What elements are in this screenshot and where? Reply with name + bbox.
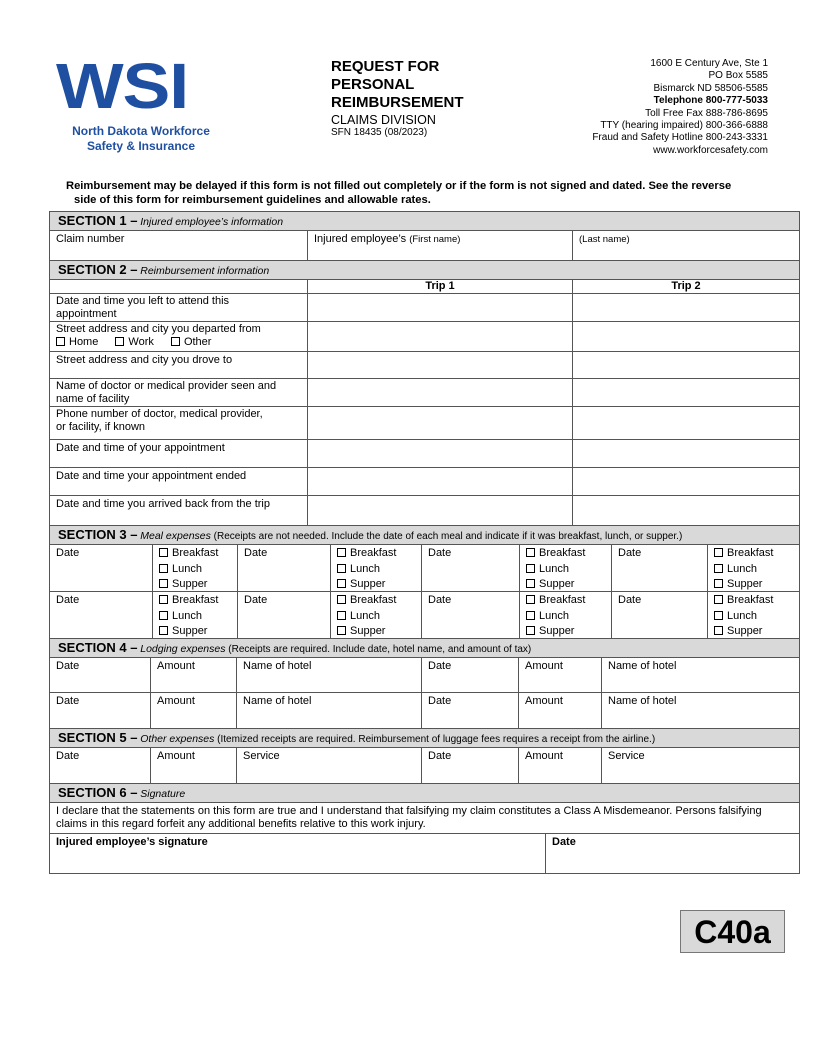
intro-line2: side of this form for reimbursement guidelines and allowable rates. [74,194,431,206]
breakfast-checkbox[interactable] [337,548,346,557]
section6-label: SECTION 6 – [58,785,138,800]
arrived-label: Date and time you arrived back from the trip [50,496,308,525]
appt-label: Date and time of your appointment [50,440,308,467]
supper-checkbox[interactable] [337,626,346,635]
breakfast-label: Breakfast [350,547,397,559]
claim-number-field[interactable] [50,231,308,260]
first-name-hint: (First name) [409,234,461,245]
trip2-phone[interactable] [573,407,799,439]
breakfast-label: Breakfast [350,594,397,606]
lodging-hotel[interactable] [237,693,422,728]
supper-label: Supper [350,578,386,590]
lunch-label: Lunch [172,562,202,575]
form-code-badge: C40a [680,910,785,953]
lunch-checkbox[interactable] [526,564,535,573]
signature-label: Injured employee’s signature [56,836,208,848]
signature-date-label: Date [552,836,576,848]
meal-date-label: Date [428,594,452,606]
other-service-label: Service [243,750,280,762]
meal-options [331,592,422,638]
lunch-label: Lunch [539,562,569,575]
breakfast-label: Breakfast [727,547,774,559]
section6-desc: Signature [140,788,186,800]
lodging-hotel[interactable] [602,693,799,728]
left-time-row [50,294,799,322]
section3-desc: Meal expenses [140,530,211,542]
left-time-line2: appointment [56,308,117,320]
breakfast-label: Breakfast [172,547,219,559]
trip1-drove-to[interactable] [308,352,573,378]
meal-options [520,592,612,638]
telephone: Telephone 800-777-5033 [653,95,768,107]
phone-label [50,407,308,439]
meal-date[interactable] [422,592,520,638]
meal-date-label: Date [618,594,642,606]
phone-line1: Phone number of doctor, medical provider, [56,408,263,420]
meal-date[interactable] [612,592,708,638]
meal-date[interactable] [50,592,153,638]
breakfast-checkbox[interactable] [159,595,168,604]
last-name-label: (Last name) [579,234,630,245]
lunch-checkbox[interactable] [337,564,346,573]
other-date[interactable] [422,748,519,783]
declaration-text: I declare that the statements on this form are true and I understand that falsifying my claim constitutes a Class A Misdemeanor. Persons falsifying claims in this regard forfeit any additional benefits relative to this work injury. [50,803,799,834]
reimbursement-form [49,211,800,874]
section4-header [50,639,799,658]
lodging-date[interactable] [422,658,519,692]
first-name-label: Injured employee’s [314,233,407,245]
work-label: Work [128,336,154,348]
signature-field[interactable] [50,834,546,873]
signature-row [50,834,799,873]
meal-row-1 [50,545,799,592]
meal-options [331,545,422,591]
supper-checkbox[interactable] [159,579,168,588]
opt-home[interactable] [56,336,98,348]
trip-header-row [50,280,799,294]
section4-desc: Lodging expenses [140,643,226,655]
breakfast-checkbox[interactable] [714,595,723,604]
meal-date[interactable] [612,545,708,591]
departed-label [50,322,308,351]
lunch-label: Lunch [350,609,380,622]
lunch-label: Lunch [727,609,757,622]
doctor-line1: Name of doctor or medical provider seen and [56,380,277,392]
meal-row-2 [50,592,799,639]
opt-work[interactable] [115,336,153,348]
phone-line2: or facility, if known [56,421,146,433]
arrived-row [50,496,799,526]
meal-options [708,545,799,591]
lodging-date-label: Date [56,695,80,707]
other-amount-label: Amount [157,750,195,762]
breakfast-checkbox[interactable] [159,548,168,557]
meal-options [520,545,612,591]
section6-header [50,784,799,803]
trip1-ended[interactable] [308,468,573,495]
lodging-row-2 [50,693,799,729]
trip2-drove-to[interactable] [573,352,799,378]
breakfast-checkbox[interactable] [714,548,723,557]
section1-row [50,231,799,261]
lunch-label: Lunch [350,562,380,575]
drove-to-row [50,352,799,379]
first-name-field[interactable] [308,231,573,260]
section5-header [50,729,799,748]
lodging-date[interactable] [50,658,151,692]
lodging-hotel[interactable] [602,658,799,692]
trip1-doctor[interactable] [308,379,573,406]
lodging-amount[interactable] [151,693,237,728]
opt-other[interactable] [171,336,212,348]
meal-date[interactable] [422,545,520,591]
trip2-left-time[interactable] [573,294,799,321]
intro-text [66,179,796,207]
drove-to-label: Street address and city you drove to [50,352,308,378]
lodging-date-label: Date [56,660,80,672]
trip2-ended[interactable] [573,468,799,495]
supper-checkbox[interactable] [714,626,723,635]
address-line3: Bismarck ND 58506-5585 [653,82,768,94]
lodging-hotel-label: Name of hotel [608,695,677,707]
meal-date[interactable] [238,592,331,638]
website: www.workforcesafety.com [653,144,768,156]
address-line2: PO Box 5585 [708,70,768,82]
ended-row [50,468,799,496]
supper-checkbox[interactable] [526,626,535,635]
meal-date-label: Date [244,547,268,559]
section5-note: (Itemized receipts are required. Reimbursement of luggage fees requires a receipt from the airline.) [217,734,656,745]
title-line1: REQUEST FOR [331,58,440,75]
lodging-amount-label: Amount [157,695,195,707]
lunch-label: Lunch [539,609,569,622]
home-checkbox[interactable] [56,337,65,346]
lodging-date[interactable] [422,693,519,728]
meal-options [153,592,238,638]
meal-date-label: Date [618,547,642,559]
lodging-date[interactable] [50,693,151,728]
other-checkbox[interactable] [171,337,180,346]
supper-checkbox[interactable] [714,579,723,588]
lunch-checkbox[interactable] [337,611,346,620]
division: CLAIMS DIVISION [331,113,436,127]
form-number: SFN 18435 (08/2023) [331,127,428,138]
fraud-hotline: Fraud and Safety Hotline 800-243-3331 [592,132,768,144]
departed-row [50,322,799,352]
home-label: Home [69,336,99,348]
other-date[interactable] [50,748,151,783]
trip1-phone[interactable] [308,407,573,439]
trip1-left-time[interactable] [308,294,573,321]
lunch-checkbox[interactable] [159,611,168,620]
supper-label: Supper [727,578,763,590]
lunch-checkbox[interactable] [526,611,535,620]
other-service[interactable] [602,748,799,783]
breakfast-checkbox[interactable] [337,595,346,604]
breakfast-checkbox[interactable] [526,548,535,557]
signature-date-field[interactable] [546,834,799,873]
section1-label: SECTION 1 – [58,213,138,228]
lunch-label: Lunch [727,562,757,575]
section3-note: (Receipts are not needed. Include the date of each meal and indicate if it was breakfast, lunch, or supper.) [213,531,683,542]
departed-text: Street address and city you departed from [56,323,261,335]
address-line1: 1600 E Century Ave, Ste 1 [650,58,768,69]
doctor-row [50,379,799,407]
section5-desc: Other expenses [140,733,215,745]
meal-options [153,545,238,591]
appt-row [50,440,799,468]
section3-header [50,526,799,545]
supper-checkbox[interactable] [337,579,346,588]
doctor-line2: name of facility [56,393,130,405]
breakfast-label: Breakfast [727,594,774,606]
meal-date[interactable] [238,545,331,591]
other-date-label: Date [428,750,452,762]
section2-label: SECTION 2 – [58,262,138,277]
trip2-arrived[interactable] [573,496,799,525]
meal-date-label: Date [428,547,452,559]
other-amount[interactable] [151,748,237,783]
tty: TTY (hearing impaired) 800-366-6888 [600,120,768,132]
lodging-amount[interactable] [151,658,237,692]
claim-number-label: Claim number [56,233,125,245]
section4-note: (Receipts are required. Include date, hotel name, and amount of tax) [228,644,532,655]
breakfast-checkbox[interactable] [526,595,535,604]
supper-checkbox[interactable] [526,579,535,588]
section2-header [50,261,799,280]
wsi-logo [56,50,226,154]
meal-date-label: Date [56,594,80,606]
logo-mark: WSI [56,50,189,122]
other-amount-label: Amount [525,750,563,762]
lodging-amount-label: Amount [525,660,563,672]
trip1-arrived[interactable] [308,496,573,525]
supper-label: Supper [727,625,763,637]
supper-label: Supper [350,625,386,637]
last-name-field[interactable] [573,231,799,260]
other-row [50,748,799,784]
ended-label: Date and time your appointment ended [50,468,308,495]
lodging-amount-label: Amount [157,660,195,672]
other-amount[interactable] [519,748,602,783]
trip1-departed[interactable] [308,322,573,351]
left-time-line1: Date and time you left to attend this [56,295,230,307]
other-label: Other [183,336,212,348]
doctor-label [50,379,308,406]
lodging-hotel-label: Name of hotel [608,660,677,672]
lunch-checkbox[interactable] [159,564,168,573]
logo-sub-line1: North Dakota Workforce [72,124,210,138]
breakfast-label: Breakfast [539,547,586,559]
lodging-hotel[interactable] [237,658,422,692]
other-date-label: Date [56,750,80,762]
trip-header-blank [50,280,308,293]
section5-label: SECTION 5 – [58,730,138,745]
title-line3: REIMBURSEMENT [331,94,464,111]
left-time-label [50,294,308,321]
lodging-amount[interactable] [519,693,602,728]
trip2-doctor[interactable] [573,379,799,406]
lodging-date-label: Date [428,660,452,672]
meal-date-label: Date [244,594,268,606]
section2-desc: Reimbursement information [140,265,270,277]
supper-label: Supper [539,578,575,590]
section1-header [50,212,799,231]
meal-date[interactable] [50,545,153,591]
lodging-date-label: Date [428,695,452,707]
trip1-appt[interactable] [308,440,573,467]
logo-subtitle [56,124,226,154]
supper-label: Supper [172,625,208,637]
trip1-header: Trip 1 [308,280,573,293]
lodging-hotel-label: Name of hotel [243,695,312,707]
section4-label: SECTION 4 – [58,640,138,655]
lodging-amount-label: Amount [525,695,563,707]
contact-address [592,58,768,157]
lunch-checkbox[interactable] [714,611,723,620]
lodging-amount[interactable] [519,658,602,692]
breakfast-label: Breakfast [172,594,219,606]
lunch-checkbox[interactable] [714,564,723,573]
lodging-hotel-label: Name of hotel [243,660,312,672]
other-service-label: Service [608,750,645,762]
tollfree-fax: Toll Free Fax 888-786-8695 [645,107,768,119]
section3-label: SECTION 3 – [58,527,138,542]
meal-options [708,592,799,638]
form-title [331,58,464,139]
logo-sub-line2: Safety & Insurance [86,139,196,153]
title-line2: PERSONAL [331,76,415,93]
lodging-row-1 [50,658,799,693]
phone-row [50,407,799,440]
lunch-label: Lunch [172,609,202,622]
meal-date-label: Date [56,547,80,559]
supper-label: Supper [539,625,575,637]
section1-desc: Injured employee’s information [140,216,284,228]
supper-label: Supper [172,578,208,590]
trip2-appt[interactable] [573,440,799,467]
trip2-departed[interactable] [573,322,799,351]
work-checkbox[interactable] [115,337,124,346]
breakfast-label: Breakfast [539,594,586,606]
intro-line1: Reimbursement may be delayed if this form is not filled out completely or if the form is not signed and dated. See the reverse [66,180,732,192]
trip2-header: Trip 2 [671,280,701,292]
supper-checkbox[interactable] [159,626,168,635]
other-service[interactable] [237,748,422,783]
